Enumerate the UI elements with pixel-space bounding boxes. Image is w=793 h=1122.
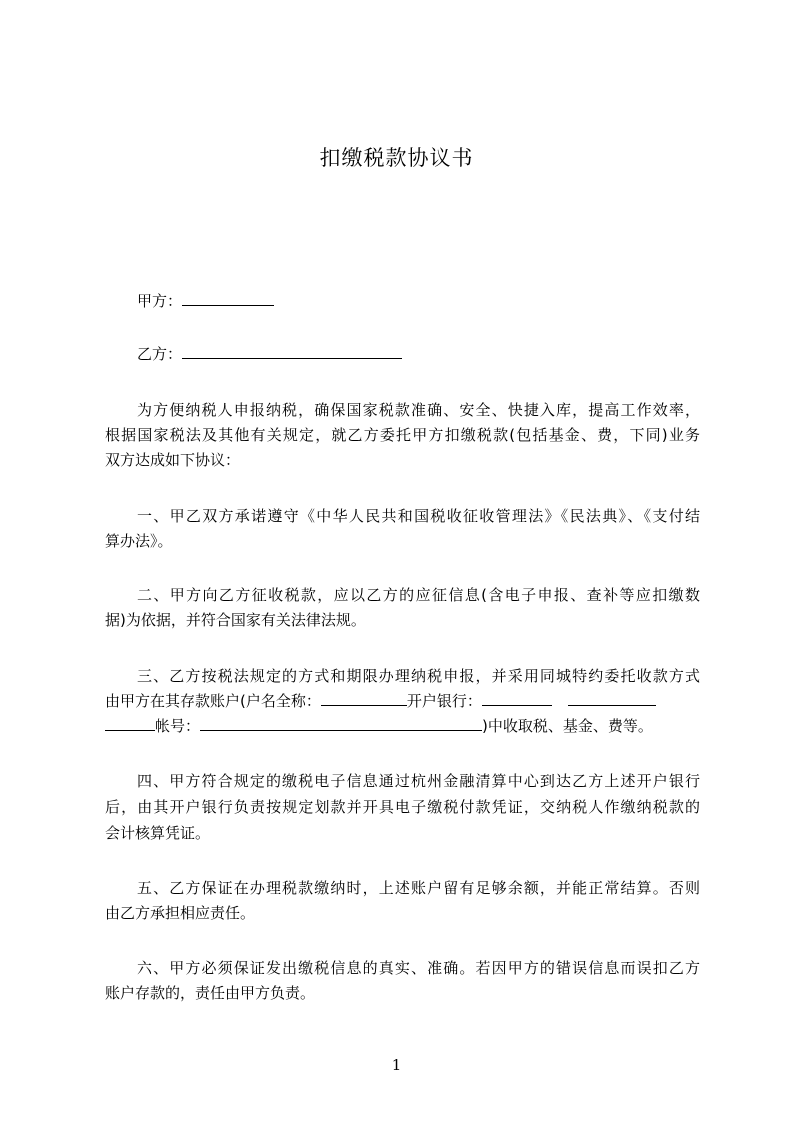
account-number-blank[interactable] [200, 716, 482, 731]
party-a-line [137, 291, 700, 311]
clause-1-line-1: 一、甲乙双方承诺遵守《中华人民共和国税收征收管理法》《民法典》、《支付结 [137, 507, 700, 525]
document-title: 扣缴税款协议书 [319, 146, 474, 170]
account-name-label: 由甲方在其存款账户(户名全称： [105, 692, 321, 710]
party-b-blank[interactable] [182, 344, 402, 359]
clause-3-line-2 [105, 691, 700, 711]
account-name-blank[interactable] [321, 691, 407, 706]
clause-6-line-1: 六、甲方必须保证发出缴税信息的真实、准确。若因甲方的错误信息而误扣乙方 [137, 959, 700, 977]
clause-5-line-1: 五、乙方保证在办理税款缴纳时，上述账户留有足够余额，并能正常结算。否则 [137, 879, 700, 897]
bank-blank-1[interactable] [482, 691, 552, 706]
clause-5-line-2: 由乙方承担相应责任。 [105, 904, 256, 922]
bank-blank-3[interactable] [105, 716, 155, 731]
party-a-label: 甲方： [137, 292, 183, 310]
bank-blank-2[interactable] [568, 691, 656, 706]
intro-line-3: 双方达成如下协议： [105, 451, 241, 469]
clause-3-line-1: 三、乙方按税法规定的方式和期限办理纳税申报，并采用同城特约委托收款方式 [137, 667, 700, 685]
clause-3-line-3 [105, 716, 700, 736]
clause-6-line-2: 账户存款的，责任由甲方负责。 [105, 984, 316, 1002]
clause-2-line-2: 据)为依据，并符合国家有关法律法规。 [105, 611, 366, 629]
party-b-label: 乙方： [137, 345, 183, 363]
clause-4-line-2: 后，由其开户银行负责按规定划款并开具电子缴税付款凭证，交纳税人作缴纳税款的 [105, 798, 700, 816]
clause-1-line-2: 算办法》。 [105, 532, 173, 550]
party-b-line [137, 344, 700, 364]
intro-line-2: 根据国家税法及其他有关规定，就乙方委托甲方扣缴税款(包括基金、费，下同)业务 [105, 426, 700, 444]
bank-label: 开户银行： [406, 692, 482, 710]
party-a-blank[interactable] [182, 291, 274, 306]
clause-4-line-3: 会计核算凭证。 [105, 824, 211, 842]
page-number: 1 [391, 1056, 402, 1074]
account-number-label: 帐号： [155, 717, 201, 735]
clause-3-ending: )中收取税、基金、费等。 [482, 717, 653, 735]
intro-line-1: 为方便纳税人申报纳税，确保国家税款准确、安全、快捷入库，提高工作效率， [137, 401, 700, 419]
clause-2-line-1: 二、甲方向乙方征收税款，应以乙方的应征信息(含电子申报、查补等应扣缴数 [137, 586, 700, 604]
clause-4-line-1: 四、甲方符合规定的缴税电子信息通过杭州金融清算中心到达乙方上述开户银行 [137, 772, 700, 790]
